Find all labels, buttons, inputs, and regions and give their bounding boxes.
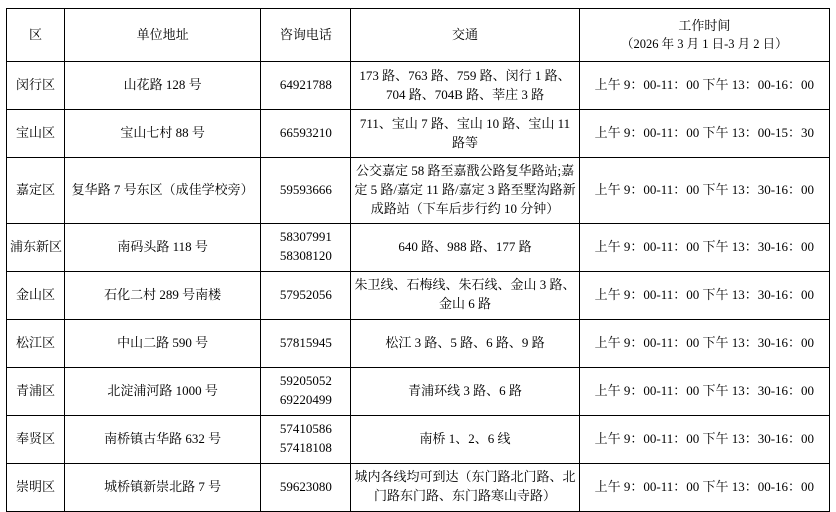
cell-phone <box>261 463 351 511</box>
cell-traffic: 青浦环线 3 路、6 路 <box>351 367 579 415</box>
cell-hours: 上午 9：00-11：00 下午 13：00-15：30 <box>579 110 829 158</box>
cell-traffic: 城内各线均可到达（东门路北门路、北门路东门路、东门路寒山寺路） <box>351 463 579 511</box>
cell-phone <box>261 158 351 224</box>
column-header-hours-daterange: （2026 年 3 月 1 日-3 月 2 日） <box>621 37 788 52</box>
phone-number: 59623080 <box>279 478 332 494</box>
cell-phone <box>261 271 351 319</box>
cell-hours: 上午 9：00-11：00 下午 13：30-16：00 <box>579 415 829 463</box>
cell-district: 宝山区 <box>7 110 65 158</box>
column-header-district: 区 <box>7 9 65 62</box>
column-header-hours-title: 工作时间 <box>678 17 731 33</box>
table-row <box>7 62 830 110</box>
table-row <box>7 271 830 319</box>
phone-number: 66593210 <box>279 125 332 141</box>
table-row <box>7 415 830 463</box>
cell-district: 闵行区 <box>7 62 65 110</box>
phone-number: 58307991 <box>279 229 332 245</box>
phone-number: 59593666 <box>279 181 332 197</box>
phone-number: 57952056 <box>279 286 332 302</box>
phone-number: 64921788 <box>279 77 332 93</box>
cell-traffic: 173 路、763 路、759 路、闵行 1 路、704 路、704B 路、莘庄 3 路 <box>351 62 579 110</box>
phone-number: 57815945 <box>279 334 332 350</box>
cell-address: 中山二路 590 号 <box>65 319 261 367</box>
table-row <box>7 463 830 511</box>
phone-number: 57418108 <box>279 440 332 456</box>
table-header-row <box>7 9 830 62</box>
cell-phone <box>261 367 351 415</box>
table-row <box>7 110 830 158</box>
phone-number: 58308120 <box>279 248 332 264</box>
column-header-address: 单位地址 <box>65 9 261 62</box>
table-row <box>7 367 830 415</box>
cell-hours: 上午 9：00-11：00 下午 13：30-16：00 <box>579 158 829 224</box>
table-header <box>7 9 830 62</box>
table-row <box>7 158 830 224</box>
column-header-hours <box>579 9 829 62</box>
cell-traffic: 朱卫线、石梅线、朱石线、金山 3 路、金山 6 路 <box>351 271 579 319</box>
cell-address: 城桥镇新崇北路 7 号 <box>65 463 261 511</box>
cell-district: 金山区 <box>7 271 65 319</box>
table-body <box>7 62 830 512</box>
phone-number: 57410586 <box>279 421 332 437</box>
cell-district: 崇明区 <box>7 463 65 511</box>
cell-hours: 上午 9：00-11：00 下午 13：00-16：00 <box>579 463 829 511</box>
column-header-phone: 咨询电话 <box>261 9 351 62</box>
cell-district: 青浦区 <box>7 367 65 415</box>
table-row <box>7 319 830 367</box>
cell-traffic: 南桥 1、2、6 线 <box>351 415 579 463</box>
cell-traffic: 711、宝山 7 路、宝山 10 路、宝山 11 路等 <box>351 110 579 158</box>
cell-hours: 上午 9：00-11：00 下午 13：00-16：00 <box>579 62 829 110</box>
cell-district: 奉贤区 <box>7 415 65 463</box>
cell-address: 石化二村 289 号南楼 <box>65 271 261 319</box>
cell-phone <box>261 62 351 110</box>
cell-address: 北淀浦河路 1000 号 <box>65 367 261 415</box>
cell-address: 宝山七村 88 号 <box>65 110 261 158</box>
cell-hours: 上午 9：00-11：00 下午 13：30-16：00 <box>579 223 829 271</box>
cell-address: 复华路 7 号东区（成佳学校旁） <box>65 158 261 224</box>
cell-traffic: 松江 3 路、5 路、6 路、9 路 <box>351 319 579 367</box>
table-row <box>7 223 830 271</box>
cell-address: 南码头路 118 号 <box>65 223 261 271</box>
cell-traffic: 640 路、988 路、177 路 <box>351 223 579 271</box>
cell-hours: 上午 9：00-11：00 下午 13：30-16：00 <box>579 367 829 415</box>
cell-traffic: 公交嘉定 58 路至嘉戬公路复华路站;嘉定 5 路/嘉定 11 路/嘉定 3 路至墅沟路新成路站（下车后步行约 10 分钟） <box>351 158 579 224</box>
cell-phone <box>261 319 351 367</box>
service-locations-table <box>6 8 830 512</box>
cell-phone <box>261 110 351 158</box>
cell-hours: 上午 9：00-11：00 下午 13：30-16：00 <box>579 271 829 319</box>
column-header-traffic: 交通 <box>351 9 579 62</box>
cell-district: 嘉定区 <box>7 158 65 224</box>
cell-hours: 上午 9：00-11：00 下午 13：30-16：00 <box>579 319 829 367</box>
cell-district: 松江区 <box>7 319 65 367</box>
cell-district: 浦东新区 <box>7 223 65 271</box>
cell-phone <box>261 415 351 463</box>
cell-address: 山花路 128 号 <box>65 62 261 110</box>
phone-number: 59205052 <box>279 373 332 389</box>
cell-phone <box>261 223 351 271</box>
phone-number: 69220499 <box>279 392 332 408</box>
cell-address: 南桥镇古华路 632 号 <box>65 415 261 463</box>
